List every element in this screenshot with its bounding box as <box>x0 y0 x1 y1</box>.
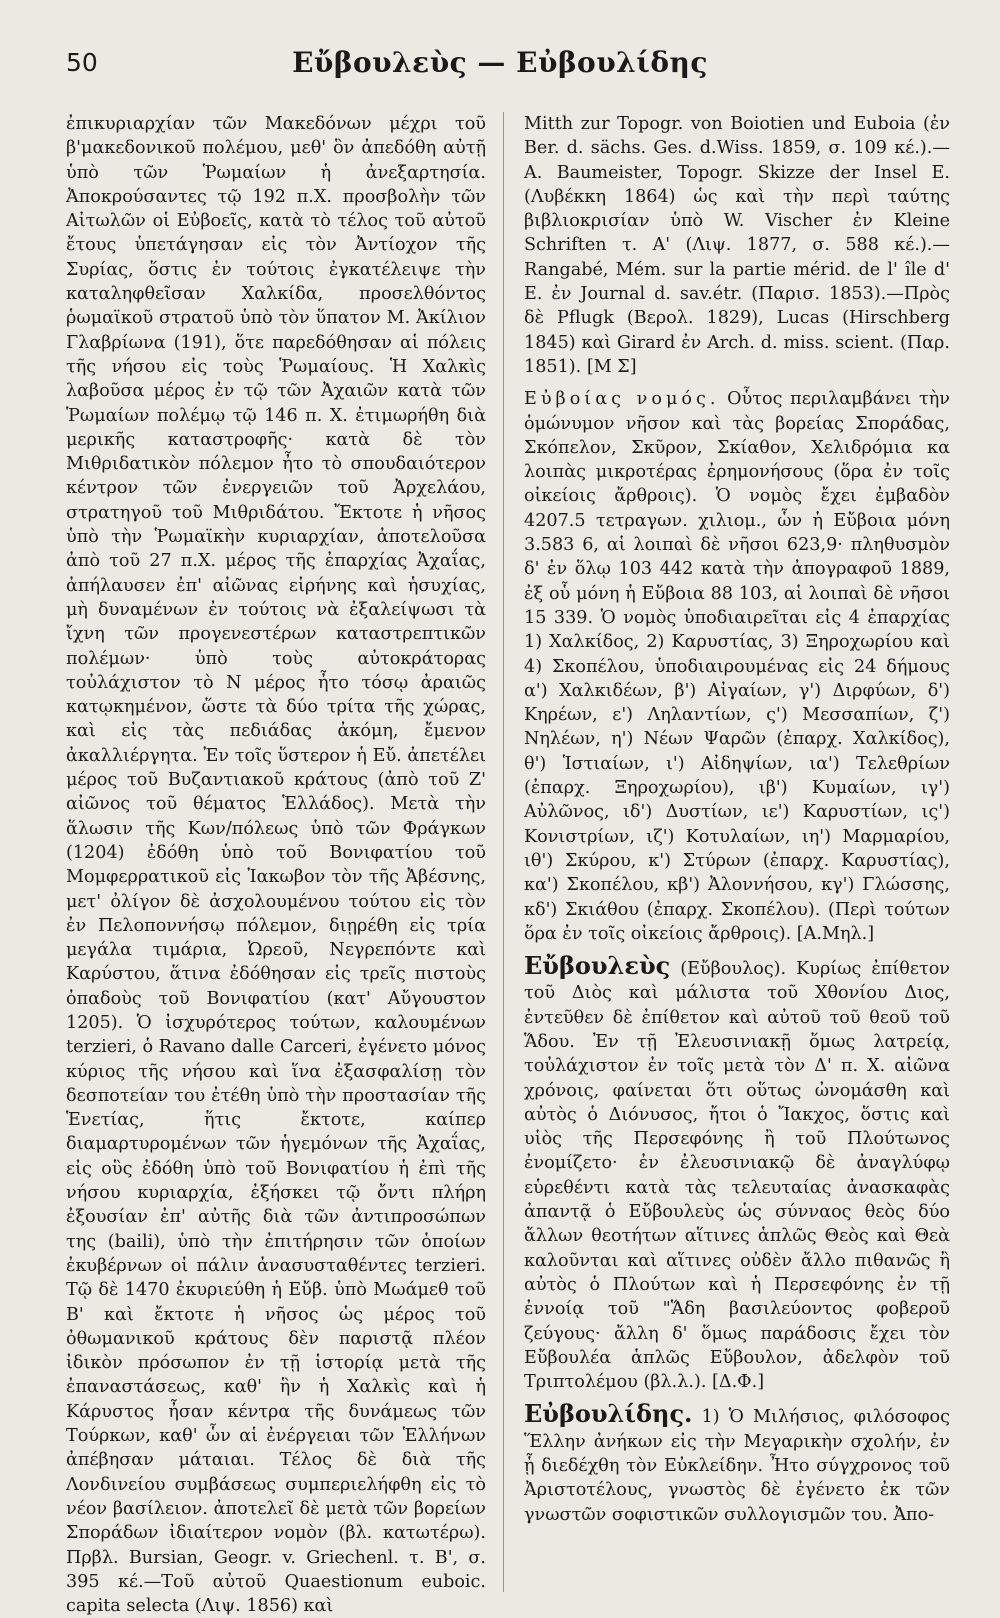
entry-title: Εὐβοίας νομός. <box>524 389 720 410</box>
bibliography-continuation: Mitth zur Topogr. von Boiotien und Euboia (ἐν Ber. d. sächs. Ges. d.Wiss. 1859, σ. 109 κέ.).—A. Baumeister, Topogr. Skizze der Insel E. (Λυβέκκη 1864) ὡς καὶ τὴν περὶ ταύτης βιβλιοκρισίαν ὑπὸ W. Vischer ἐν Kleine Schriften τ. Α' (Λιψ. 1877, σ. 588 κέ.).—Rangabé, Mém. sur la partie mérid. de l' île d' E. ἐν Journal d. sav.étr. (Παρισ. 1853).—Πρὸς δὲ Pflugk (Βερολ. 1829), Lucas (Hirschberg 1845) καὶ Girard ἐν Arch. d. miss. scient. (Παρ. 1851). [Μ Σ] <box>524 114 950 377</box>
entry-body: 1) Ὁ Μιλήσιος, φιλόσοφος Ἕλλην ἀνήκων εἰς τὴν Μεγαρικὴν σχολήν, ἐν ᾗ διεδέχθη τὸν Εὐκλείδην. Ἦτο σύγχρονος τοῦ Ἀριστοτέλους, γνωστὸς δὲ ἐγένετο ἐκ τῶν γνωστῶν σοφιστικῶν συλλογισμῶν του. Ἀπο- <box>524 1407 951 1525</box>
entry-lemma: Εὔβουλεὺς <box>524 951 671 981</box>
page-header <box>0 42 1000 90</box>
left-column-text: ἐπικυριαρχίαν τῶν Μακεδόνων μέχρι τοῦ β'μακεδονικοῦ πολέμου, μεθ' ὃν ἀπεδόθη αὐτῇ ὑπὸ τῶν Ῥωμαίων ἡ ἀνεξαρτησία. Ἀποκρούσαντες τῷ 192 π.Χ. προσβολὴν τῶν Αἰτωλῶν οἱ Εὐβοεῖς, κατὰ τὸ τέλος τοῦ αὐτοῦ ἔτους ὑπετάγησαν εἰς τὸν Ἀντίοχον τῆς Συρίας, ὅστις ἐν τούτοις ἐγκατέλειψε τὴν καταληφθεῖσαν Χαλκίδα, προσελθόντος ῥωμαϊκοῦ στρατοῦ ὑπὸ τὸν ὕπατον Μ. Ἀκίλιον Γλαβρίωνα (191), ὅτε παρεδόθησαν αἱ πόλεις τῆς νήσου εἰς τοὺς Ῥωμαίους. Ἡ Χαλκὶς λαβοῦσα μέρος ἐν τῷ τῶν Ἀχαιῶν κατὰ τῶν Ῥωμαίων πολέμῳ τῷ 146 π. Χ. ἐτιμωρήθη διὰ μερικῆς καταστροφῆς· κατὰ δὲ τὸν Μιθριδατικὸν πόλεμον ἦτο τὸ σπουδαιότερον κέντρον τῶν ἐνεργειῶν τοῦ Ἀρχελάου, στρατηγοῦ τοῦ Μιθριδάτου. Ἔκτοτε ἡ νῆσος ὑπὸ τὴν Ῥωμαϊκὴν κυριαρχίαν, ἀποτελοῦσα ἀπὸ τοῦ 27 π.Χ. μέρος τῆς ἐπαρχίας Ἀχαΐας, ἀπήλαυσεν ἐπ' αἰῶνας εἰρήνης καὶ ἡσυχίας, μὴ δυναμένων ἐν τούτοις νὰ ἐξαλείψωσι τὰ ἴχνη τῶν προγενεστέρων καταστρεπτικῶν πολέμων· ὑπὸ τοὺς αὐτοκράτορας τοὐλάχιστον τὸ Ν μέρος ἦτο τόσῳ ἀραιῶς κατῳκημένον, ὥστε τὰ δύο τρίτα τῆς χώρας, καὶ εἰς τὰς πεδιάδας ἀκόμη, ἔμενον ἀκαλλιέργητα. Ἐν τοῖς ὕστερον ἡ Εὔ. ἀπετέλει μέρος τοῦ Βυζαντιακοῦ κράτους (ἀπὸ τοῦ Ζ' αἰῶνος τοῦ θέματος Ἑλλάδος). Μετὰ τὴν ἅλωσιν τῆς Κων/πόλεως ὑπὸ τῶν Φράγκων (1204) ἐδόθη ὑπὸ τοῦ Βονιφατίου τοῦ Μομφερρατικοῦ εἰς Ἰακωβον τὸν τῆς Ἀβέσνης, μετ' ὀλίγον δὲ ἀσχολουμένου τούτου εἰς τὸν ἐν Πελοποννήσῳ πόλεμον, διῃρέθη εἰς τρία μεγάλα τιμάρια, Ὠρεοῦ, Νεγρεπόντε καὶ Καρύστου, ἅτινα ἐδόθησαν εἰς τρεῖς πιστοὺς ὀπαδοὺς τοῦ Βονιφατίου (κατ' Αὔγουστον 1205). Ὁ ἰσχυρότερος τούτων, καλουμένων terzieri, ὁ Ravano dalle Carceri, ἐγένετο μόνος κύριος τῆς νήσου καὶ ἵνα ἐξασφαλίσῃ τὸν δεσποτείαν του ἐτέθη ὑπὸ τὴν προστασίαν τῆς Ἑνετίας, ἥτις ἔκτοτε, καίπερ διαμαρτυρομένων τῶν ἡγεμόνων τῆς Ἀχαΐας, εἰς οὓς ἐδόθη ὑπὸ τοῦ Βονιφατίου ἡ ἐπὶ τῆς νήσου κυριαρχία, ἐξήσκει τῷ ὄντι πλήρη ἐξουσίαν ἐπ' αὐτῆς διὰ τῶν ἀντιπροσώπων της (baili), ὑπὸ τὴν ἐπιτήρησιν τῶν ὁποίων ἐκυβέρνων οἱ πάλιν ἀνασυσταθέντες terzieri. Τῷ δὲ 1470 ἐκυριεύθη ἡ Εὔβ. ὑπὸ Μωάμεθ τοῦ Β' καὶ ἔκτοτε ἡ νῆσος ὡς μέρος τοῦ ὀθωμανικοῦ κράτους δὲν παριστᾷ πλέον ἰδικὸν πρόσωπον ἐν τῇ ἱστορίᾳ μετὰ τῆς ἐπαναστάσεως, καθ' ἣν ἡ Χαλκὶς καὶ ἡ Κάρυστος ἦσαν κέντρα τῆς δυνάμεως τῶν Τούρκων, καθ' ὧν αἱ ἐνέργειαι τῶν Ἑλλήνων ἀπέβησαν μάταιαι. Τέλος δὲ διὰ τῆς Λονδινείου συμβάσεως συμπεριελήφθη εἰς τὸ νέον βασίλειον. ἀποτελεῖ δὲ μετὰ τῶν βορείων Σποράδων ἰδιαίτερον νομὸν (βλ. κατωτέρω). Πρβλ. Bursian, Geogr. v. Griechenl. τ. Β', σ. 395 κέ.—Τοῦ αὐτοῦ Quaestionum euboic. capita selecta (Λιψ. 1856) καὶ <box>66 114 486 1617</box>
entry-body: Οὗτος περιλαμβάνει τὴν ὁμώνυμον νῆσον καὶ τὰς βορείας Σποράδας, Σκόπελον, Σκῦρον, Σκίαθον, Χελιδρόμια κα λοιπὰς μικροτέρας ἐρημονήσους (ὅρα ἐν τοῖς οἰκείοις ἄρθροις). Ὁ νομὸς ἔχει ἐμβαδὸν 4207.5 τετραγων. χιλιομ., ὧν ἡ Εὔβοια μόνη 3.583 6, αἱ λοιπαὶ δὲ νῆσοι 623,9· πληθυσμὸν δ' ἐν ὅλῳ 103 442 κατὰ τὴν ἀπογραφοῦ 1889, ἐξ οὗ μόνη ἡ Εὔβοια 88 103, αἱ λοιπαὶ δὲ νῆσοι 15 339. Ὁ νομὸς ὑποδιαιρεῖται εἰς 4 ἐπαρχίας 1) Χαλκίδος, 2) Καρυστίας, 3) Ξηροχωρίου καὶ 4) Σκοπέλου, ὑποδιαιρουμένας εἰς 24 δήμους α') Χαλκιδέων, β') Αἰγαίων, γ') Διρφύων, δ') Κηρέων, ε') Ληλαντίων, ς') Μεσσαπίων, ζ') Νηλέων, η') Νέων Ψαρῶν (ἐπαρχ. Χαλκίδος), θ') Ἱστιαίων, ι') Αἰδηψίων, ια') Τελεθρίων (ἐπαρχ. Ξηροχωρίου), ιβ') Κυμαίων, ιγ') Αὐλῶνος, ιδ') Δυστίων, ιε') Καρυστίων, ις') Κονιστρίων, ιζ') Κοτυλαίων, ιη') Μαρμαρίου, ιθ') Σκύρου, κ') Στύρων (ἐπαρχ. Καρυστίας), κα') Σκοπέλου, κβ') Ἀλοννήσου, κγ') Γλώσσης, κδ') Σκιάθου (ἐπαρχ. Σκοπέλου). (Περὶ τούτων ὅρα ἐν τοῖς οἰκείοις ἄρθροις). [Α.Μηλ.] <box>524 389 950 944</box>
column-divider <box>503 112 504 1592</box>
entry-body: (Εὔβουλος). Κυρίως ἐπίθετον τοῦ Διὸς καὶ μάλιστα τοῦ Χθονίου Διος, ἐντεῦθεν δὲ ἐπίθετον καὶ αὐτοῦ τοῦ θεοῦ τοῦ Ἅδου. Ἐν τῇ Ἐλευσινιακῇ ὅμως λατρείᾳ, τοὐλάχιστον ἐν τοῖς μετὰ τὸν Δ' π. Χ. αἰῶνα χρόνοις, φαίνεται ὅτι οὕτως ὠνομάσθη καὶ αὐτὸς ὁ Διόνυσος, ἤτοι ὁ Ἴακχος, ὅστις καὶ υἱὸς τῆς Περσεφόνης ἢ τοῦ Πλούτωνος ἐνομίζετο· ἐν ἐλευσινιακῷ δὲ ἀναγλύφῳ εὑρεθέντι κατὰ τὰς τελευταίας ἀνασκαφὰς ἀπαντᾷ ὁ Εὔβουλεὺς ὡς σύνναος θεὸς δύο ἄλλων θεοτήτων αἵτινες ἁπλῶς Θεὸς καὶ Θεὰ καλοῦνται καὶ αἵτινες οὐδὲν ἄλλο πιθανῶς ἢ αὐτὸς ὁ Πλούτων καὶ ἡ Περσεφόνης ἐν τῇ ἐννοίᾳ τοῦ "Ἅδη βασιλεύοντος φοβεροῦ ζεύγους· ἄλλη δ' ὅμως παράδοσις ἔχει τὸν Εὔβουλέα ἁπλῶς Εὔβουλον, ἀδελφὸν τοῦ Τριπτολέμου (βλ.λ.). [Δ.Φ.] <box>524 959 951 1393</box>
left-column <box>66 112 486 1617</box>
entry-lemma: Εὐβουλίδης. <box>524 1399 693 1429</box>
running-head: Εὔβουλεὺς — Εὐβουλίδης <box>292 46 708 79</box>
page-number: 50 <box>66 48 98 77</box>
right-column <box>524 112 950 1597</box>
entry-eubouleus <box>524 951 951 1394</box>
entry-euboias-nomos <box>524 387 950 946</box>
entry-eubulides <box>524 1399 951 1526</box>
